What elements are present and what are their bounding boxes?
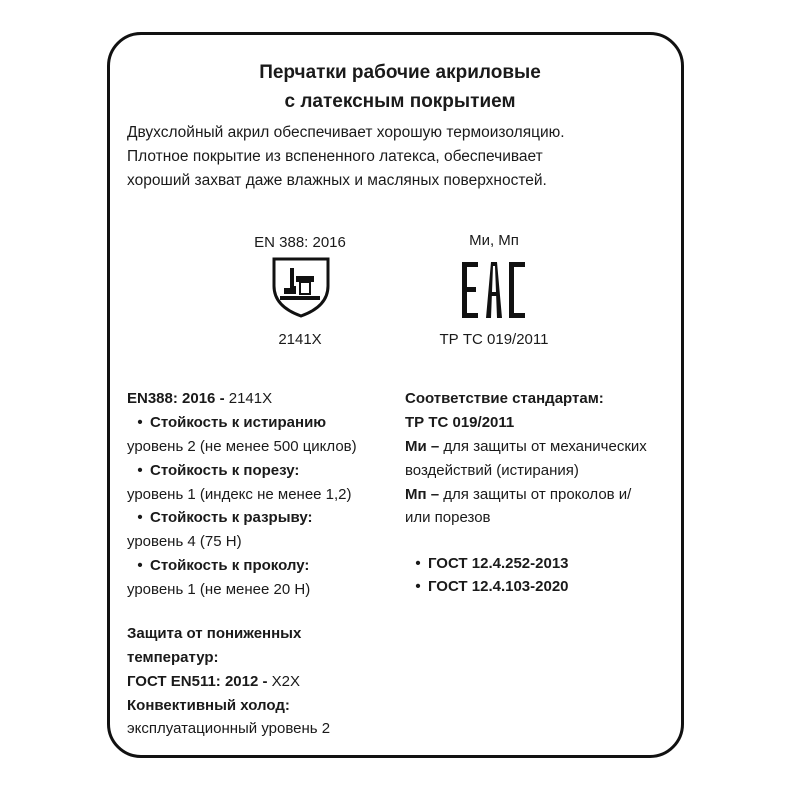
mi-line-2: воздействий (истирания)	[405, 462, 579, 479]
description-line-2: Плотное покрытие из вспененного латекса, обеспечивает	[127, 148, 543, 165]
list-item-detail: уровень 1 (индекс не менее 1,2)	[127, 486, 352, 503]
convective-detail: эксплуатационный уровень 2	[127, 720, 331, 737]
mp-label: Мп –	[405, 486, 440, 503]
title-line-2: с латексным покрытием	[284, 91, 516, 112]
list-item-detail: уровень 4 (75 Н)	[127, 533, 242, 550]
bullet-icon: •	[415, 555, 421, 572]
en511-line	[127, 672, 300, 692]
en511-label: ГОСТ EN511: 2012 -	[127, 673, 268, 690]
bullet-icon: •	[137, 509, 143, 526]
list-item: • Стойкость к проколу:	[130, 556, 309, 576]
en388-label: EN388: 2016 -	[127, 390, 225, 407]
list-item: • ГОСТ 12.4.252-2013	[408, 554, 569, 574]
list-item: • Стойкость к истиранию	[130, 413, 326, 433]
list-item: • Стойкость к порезу:	[130, 461, 299, 481]
en388-code: 2141X	[278, 331, 322, 348]
mi-text: для защиты от механических	[443, 438, 647, 455]
title-line-1: Перчатки рабочие акриловые	[259, 62, 541, 83]
eac-mark-icon	[462, 262, 526, 318]
description-line-3: хороший захват даже влажных и масляных поверхностей.	[127, 172, 547, 189]
eac-marks: Ми, Мп	[469, 232, 519, 249]
standards-heading: Соответствие стандартам:	[405, 390, 604, 407]
mi-label: Ми –	[405, 438, 440, 455]
standards-regulation: ТР ТС 019/2011	[405, 414, 515, 431]
en511-value: X2X	[271, 673, 301, 690]
eac-regulation: ТР ТС 019/2011	[439, 331, 549, 348]
mp-line-1	[405, 485, 631, 505]
bullet-icon: •	[415, 578, 421, 595]
cold-heading-line-1: Защита от пониженных	[127, 625, 302, 642]
mp-line-2: или порезов	[405, 509, 491, 526]
en388-line	[127, 389, 272, 409]
bullet-icon: •	[137, 414, 143, 431]
convective-label: Конвективный холод:	[127, 697, 290, 714]
en388-standard: EN 388: 2016	[254, 234, 346, 251]
list-item: • Стойкость к разрыву:	[130, 508, 313, 528]
list-item: • ГОСТ 12.4.103-2020	[408, 577, 569, 597]
description-line-1: Двухслойный акрил обеспечивает хорошую термоизоляцию.	[127, 124, 565, 141]
en388-value: 2141X	[228, 390, 273, 407]
en388-shield-icon	[270, 256, 332, 318]
cold-heading-line-2: температур:	[127, 649, 219, 666]
list-item-detail: уровень 2 (не менее 500 циклов)	[127, 438, 357, 455]
bullet-icon: •	[137, 462, 143, 479]
mi-line-1	[405, 437, 647, 457]
list-item-detail: уровень 1 (не менее 20 Н)	[127, 581, 311, 598]
mp-text: для защиты от проколов и/	[443, 486, 632, 503]
bullet-icon: •	[137, 557, 143, 574]
